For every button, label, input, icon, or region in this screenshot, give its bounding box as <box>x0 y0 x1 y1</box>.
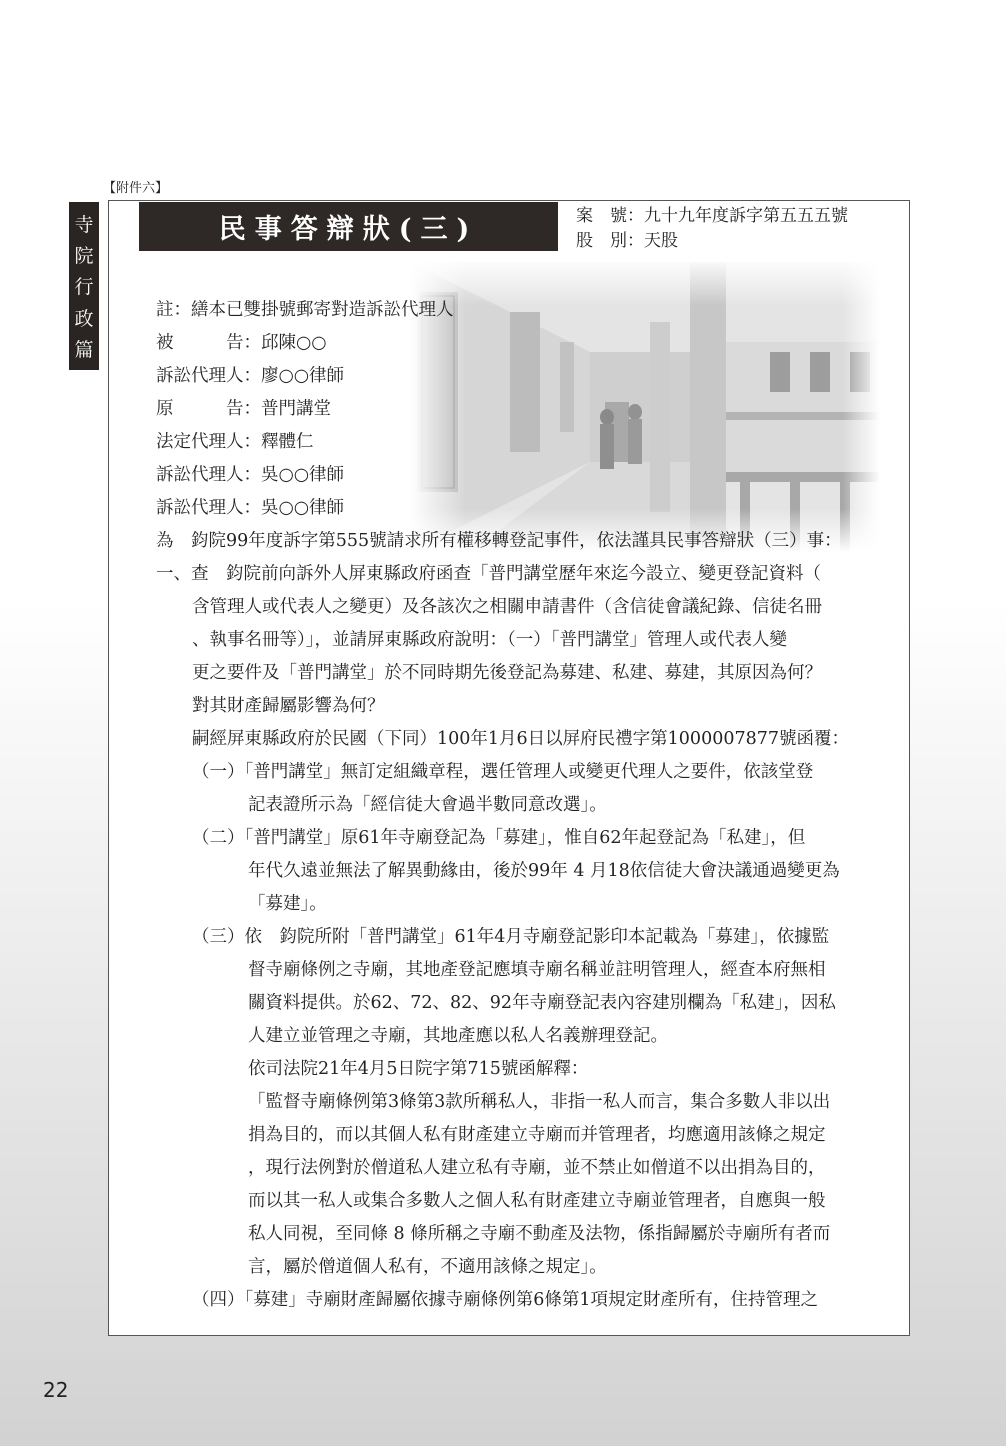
attachment-label: 【附件六】 <box>103 181 169 196</box>
side-tab-char: 政 <box>74 307 94 330</box>
text-line: 訴訟代理人：吳○○律師 <box>156 465 345 485</box>
text-line: 嗣經屏東縣政府於民國（下同）100年1月6日以屏府民禮字第1000007877號函覆： <box>192 729 850 749</box>
text-line: 被 告：邱陳○○ <box>156 333 327 353</box>
text-line: 對其財產歸屬影響為何？ <box>192 696 385 716</box>
text-line: （四）「募建」寺廟財產歸屬依據寺廟條例第6條第1項規定財產所有，住持管理之 <box>192 1290 819 1310</box>
text-line: 人建立並管理之寺廟，其地產應以私人名義辦理登記。 <box>248 1026 668 1046</box>
text-line: 而以其一私人或集合多數人之個人私有財產建立寺廟並管理者，自應與一般 <box>248 1191 826 1211</box>
text-line: 一、查 鈞院前向訴外人屏東縣政府函查「普門講堂歷年來迄今設立、變更登記資料（ <box>156 564 821 584</box>
side-tab-char: 行 <box>74 276 94 299</box>
text-line: 言，屬於僧道個人私有，不適用該條之規定」。 <box>248 1257 607 1277</box>
text-line: 私人同視，至同條 8 條所稱之寺廟不動產及法物，係指歸屬於寺廟所有者而 <box>248 1224 831 1244</box>
text-line: 年代久遠並無法了解異動緣由，後於99年 4 月18依信徒大會決議通過變更為 <box>248 861 840 881</box>
text-line: 捐為目的，而以其個人私有財產建立寺廟而并管理者，均應適用該條之規定 <box>248 1125 826 1145</box>
case-division: 股 別：天股 <box>576 231 678 251</box>
text-line: ，現行法例對於僧道私人建立私有寺廟，並不禁止如僧道不以出捐為目的， <box>248 1158 826 1178</box>
side-tab-char: 篇 <box>74 338 94 361</box>
text-line: 法定代理人：釋體仁 <box>156 432 314 452</box>
document-title: 民事答辯狀(三) <box>218 214 479 245</box>
text-line: 訴訟代理人：吳○○律師 <box>156 498 345 518</box>
text-line: 註：繕本已雙掛號郵寄對造訴訟代理人 <box>156 300 454 320</box>
text-line: （一）「普門講堂」無訂定組織章程，選任管理人或變更代理人之要件，依該堂登 <box>192 762 814 782</box>
side-tab-char: 寺 <box>74 214 94 237</box>
page-number: 22 <box>43 1378 69 1402</box>
text-line: 含管理人或代表人之變更）及各該次之相關申請書件（含信徒會議紀錄、信徒名冊 <box>192 597 822 617</box>
text-line: 依司法院21年4月5日院字第715號函解釋： <box>248 1059 589 1079</box>
text-line: 訴訟代理人：廖○○律師 <box>156 366 345 386</box>
text-line: 為 鈞院99年度訴字第555號請求所有權移轉登記事件，依法謹具民事答辯狀（三）事： <box>156 531 842 551</box>
text-line: （二）「普門講堂」原61年寺廟登記為「募建」，惟自62年起登記為「私建」，但 <box>192 828 806 848</box>
text-line: （三）依 鈞院所附「普門講堂」61年4月寺廟登記影印本記載為「募建」，依據監 <box>192 927 830 947</box>
text-line: 記表證所示為「經信徒大會過半數同意改選」。 <box>248 795 607 815</box>
text-line: 關資料提供。於62、72、82、92年寺廟登記表內容建別欄為「私建」，因私 <box>248 993 836 1013</box>
case-number: 案 號：九十九年度訴字第五五五號 <box>576 206 848 226</box>
text-line: 督寺廟條例之寺廟，其地產登記應填寺廟名稱並註明管理人，經查本府無相 <box>248 960 826 980</box>
text-line: 更之要件及「普門講堂」於不同時期先後登記為募建、私建、募建，其原因為何？ <box>192 663 822 683</box>
text-line: 「募建」。 <box>248 894 327 914</box>
text-line: 原 告：普門講堂 <box>156 399 331 419</box>
side-tab-char: 院 <box>74 245 94 268</box>
text-line: 、執事名冊等）」，並請屏東縣政府說明：（一）「普門講堂」管理人或代表人變 <box>192 630 787 650</box>
text-line: 「監督寺廟條例第3條第3款所稱私人，非指一私人而言，集合多數人非以出 <box>248 1092 831 1112</box>
